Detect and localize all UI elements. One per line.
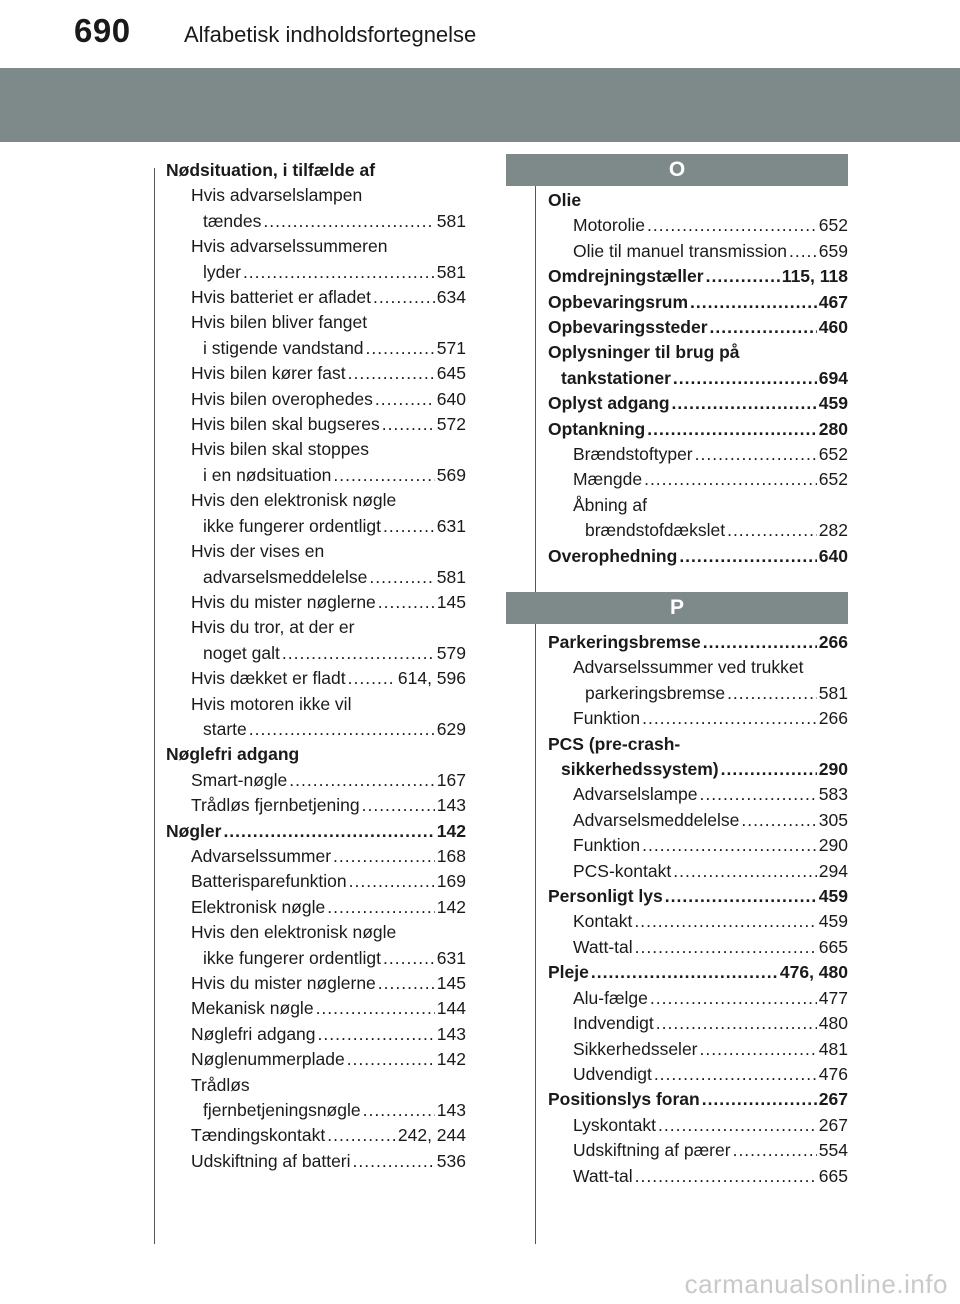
index-subentry[interactable]: Advarselssummer ..... 168 (166, 844, 466, 869)
index-subentry[interactable]: Kontakt ..... 459 (548, 909, 848, 934)
index-subentry[interactable]: ikke fungerer ordentligt ..... 631 (166, 514, 466, 539)
index-subentry: Hvis du tror, at der er (191, 617, 355, 638)
index-subentry[interactable]: Hvis dækket er fladt ..... 614, 596 (166, 666, 466, 691)
index-heading[interactable]: Personligt lys ..... 459 (548, 884, 848, 909)
index-subentry: Hvis den elektronisk nøgle (191, 490, 397, 511)
index-subentry[interactable]: Udskiftning af batteri ..... 536 (166, 1149, 466, 1174)
index-subentry[interactable]: Lyskontakt ..... 267 (548, 1113, 848, 1138)
index-subentry[interactable]: Tændingskontakt ..... 242, 244 (166, 1123, 466, 1148)
index-heading[interactable]: Parkeringsbremse ..... 266 (548, 630, 848, 655)
index-subentry[interactable]: Hvis bilen kører fast ..... 645 (166, 361, 466, 386)
index-subentry: Trådløs (191, 1074, 250, 1095)
page-number: 690 (74, 12, 131, 49)
index-subentry[interactable]: fjernbetjeningsnøgle ..... 143 (166, 1098, 466, 1123)
page-title: Alfabetisk indholdsfortegnelse (184, 22, 477, 47)
index-subentry[interactable]: Mekanisk nøgle ..... 144 (166, 996, 466, 1021)
index-subentry[interactable]: i stigende vandstand ..... 571 (166, 336, 466, 361)
index-heading[interactable]: Pleje ..... 476, 480 (548, 960, 848, 985)
index-subentry[interactable]: Sikkerhedsseler ..... 481 (548, 1037, 848, 1062)
index-heading[interactable]: Oplyst adgang ..... 459 (548, 391, 848, 416)
index-heading[interactable]: Opbevaringssteder ..... 460 (548, 315, 848, 340)
index-subentry[interactable]: ikke fungerer ordentligt ..... 631 (166, 946, 466, 971)
index-subentry: Hvis bilen bliver fanget (191, 312, 368, 333)
index-heading[interactable]: Positionslys foran ..... 267 (548, 1087, 848, 1112)
index-heading[interactable]: tankstationer ..... 694 (548, 366, 848, 391)
index-subentry[interactable]: i en nødsituation ..... 569 (166, 463, 466, 488)
index-subentry[interactable]: Udskiftning af pærer ..... 554 (548, 1138, 848, 1163)
index-subentry: Hvis den elektronisk nøgle (191, 922, 397, 943)
index-subentry[interactable]: PCS-kontakt ..... 294 (548, 859, 848, 884)
index-subentry[interactable]: Hvis bilen overophedes ..... 640 (166, 387, 466, 412)
index-subentry[interactable]: noget galt ..... 579 (166, 641, 466, 666)
index-subentry: Hvis bilen skal stoppes (191, 439, 369, 460)
index-heading: Nøglefri adgang (166, 744, 300, 765)
index-subentry[interactable]: Elektronisk nøgle ..... 142 (166, 895, 466, 920)
index-subentry[interactable]: Mængde ..... 652 (548, 467, 848, 492)
index-heading[interactable]: Omdrejningstæller ..... 115, 118 (548, 264, 848, 289)
index-column-right-p (548, 630, 848, 1189)
index-heading: Olie (548, 190, 582, 210)
index-subentry[interactable]: brændstofdækslet ..... 282 (548, 518, 848, 543)
index-subentry[interactable]: parkeringsbremse ..... 581 (548, 681, 848, 706)
index-subentry[interactable]: Udvendigt ..... 476 (548, 1062, 848, 1087)
index-heading[interactable]: Overophedning ..... 640 (548, 544, 848, 569)
section-header-o: O (506, 154, 848, 186)
section-header-p: P (506, 592, 848, 624)
index-subentry[interactable]: Olie til manuel transmission ..... 659 (548, 239, 848, 264)
index-subentry: Hvis advarselssummeren (191, 236, 388, 257)
index-heading[interactable]: Nøgler ..... 142 (166, 819, 466, 844)
index-heading: Oplysninger til brug på (548, 342, 740, 363)
index-heading[interactable]: Opbevaringsrum ..... 467 (548, 290, 848, 315)
index-subentry[interactable]: tændes ..... 581 (166, 209, 466, 234)
index-subentry[interactable]: Hvis batteriet er afladet ..... 634 (166, 285, 466, 310)
index-subentry[interactable]: Trådløs fjernbetjening ..... 143 (166, 793, 466, 818)
index-subentry[interactable]: advarselsmeddelelse ..... 581 (166, 565, 466, 590)
index-subentry[interactable]: Funktion ..... 290 (548, 833, 848, 858)
index-subentry[interactable]: lyder ..... 581 (166, 260, 466, 285)
header-banner (0, 68, 960, 142)
index-subentry[interactable]: Hvis du mister nøglerne ..... 145 (166, 590, 466, 615)
index-subentry[interactable]: Watt-tal ..... 665 (548, 1164, 848, 1189)
index-subentry[interactable]: Batterisparefunktion ..... 169 (166, 869, 466, 894)
index-column-left (166, 158, 466, 1174)
index-subentry[interactable]: starte ..... 629 (166, 717, 466, 742)
index-subentry[interactable]: Advarselslampe ..... 583 (548, 782, 848, 807)
index-subentry: Hvis advarselslampen (191, 185, 363, 206)
index-subentry[interactable]: Indvendigt ..... 480 (548, 1011, 848, 1036)
index-subentry[interactable]: Brændstoftyper ..... 652 (548, 442, 848, 467)
index-heading[interactable]: sikkerhedssystem) ..... 290 (548, 757, 848, 782)
index-subentry[interactable]: Nøglenummerplade ..... 142 (166, 1047, 466, 1072)
index-subentry: Advarselssummer ved trukket (573, 657, 804, 678)
index-subentry[interactable]: Funktion ..... 266 (548, 706, 848, 731)
index-heading: PCS (pre-crash- (548, 733, 681, 754)
index-subentry[interactable]: Motorolie ..... 652 (548, 213, 848, 238)
watermark: carmanualsonline.info (684, 1269, 948, 1299)
index-subentry[interactable]: Smart-nøgle ..... 167 (166, 768, 466, 793)
index-heading[interactable]: Optankning ..... 280 (548, 417, 848, 442)
left-column-rule (154, 168, 155, 1244)
index-subentry[interactable]: Nøglefri adgang ..... 143 (166, 1022, 466, 1047)
index-column-right-o (548, 188, 848, 569)
index-subentry[interactable]: Advarselsmeddelelse ..... 305 (548, 808, 848, 833)
index-subentry[interactable]: Hvis du mister nøglerne ..... 145 (166, 971, 466, 996)
index-subentry[interactable]: Hvis bilen skal bugseres ..... 572 (166, 412, 466, 437)
index-subentry: Hvis der vises en (191, 541, 325, 562)
index-subentry[interactable]: Watt-tal ..... 665 (548, 935, 848, 960)
index-subentry[interactable]: Alu-fælge ..... 477 (548, 986, 848, 1011)
index-subentry: Hvis motoren ikke vil (191, 693, 352, 714)
index-heading: Nødsituation, i tilfælde af (166, 160, 376, 180)
right-column-rule (535, 168, 536, 1244)
index-subentry: Åbning af (573, 494, 647, 515)
